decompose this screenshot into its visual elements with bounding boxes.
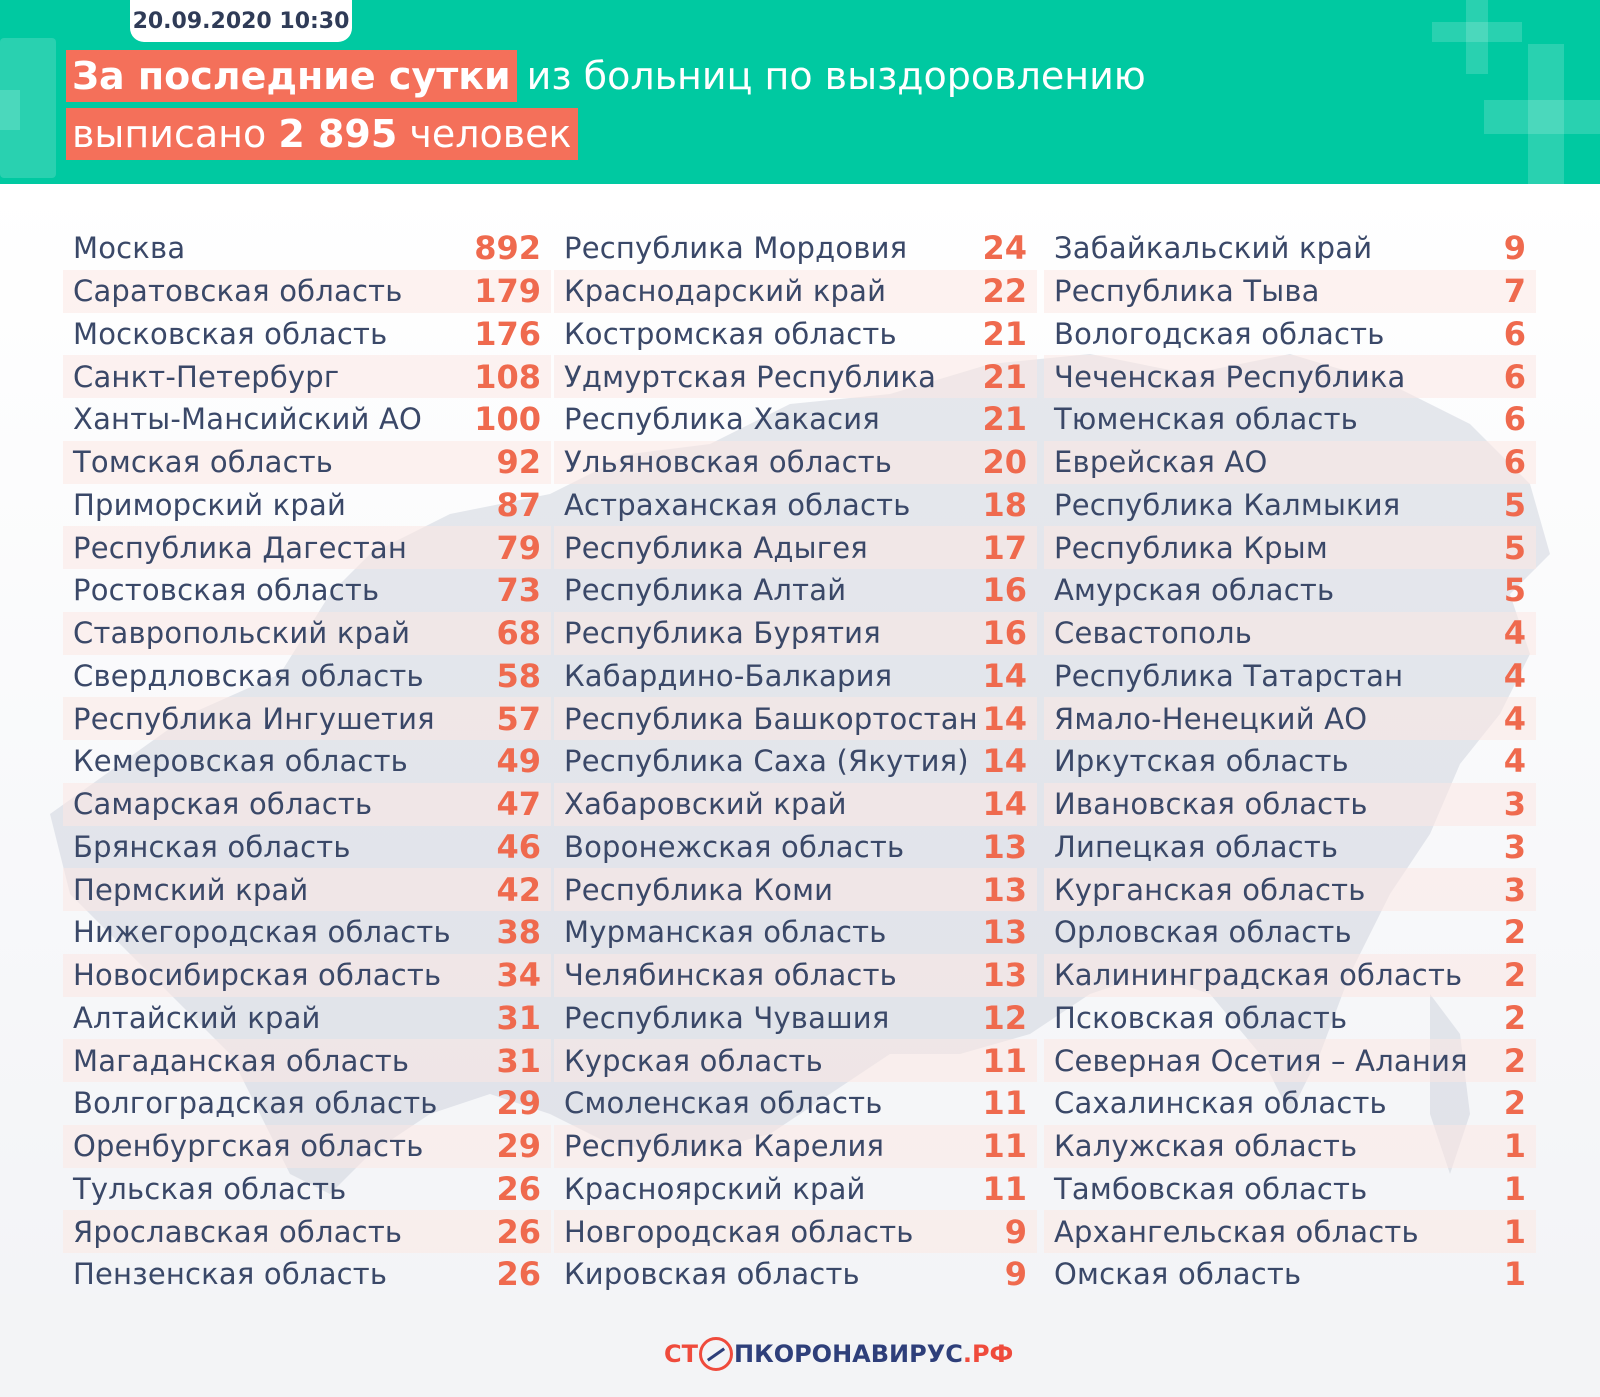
virus-icon — [699, 1337, 733, 1371]
region-value: 6 — [1503, 314, 1526, 353]
header-banner — [0, 0, 1600, 184]
region-value: 11 — [982, 1127, 1027, 1166]
region-row — [554, 697, 1037, 740]
region-row — [554, 740, 1037, 783]
region-row — [1044, 997, 1536, 1040]
region-value: 13 — [982, 870, 1027, 909]
region-name: Архангельская область — [1054, 1214, 1419, 1249]
region-row — [1044, 697, 1536, 740]
region-row — [554, 569, 1037, 612]
region-value: 11 — [982, 1084, 1027, 1123]
region-value: 2 — [1503, 1084, 1526, 1123]
region-name: Ульяновская область — [564, 445, 893, 480]
region-name: Амурская область — [1054, 573, 1335, 608]
region-row — [554, 1082, 1037, 1125]
region-row — [63, 868, 551, 911]
region-row — [63, 826, 551, 869]
region-row — [63, 911, 551, 954]
region-name: Омская область — [1054, 1257, 1302, 1292]
region-name: Республика Башкортостан — [564, 701, 978, 736]
region-row — [1044, 441, 1536, 484]
region-name: Мурманская область — [564, 915, 887, 950]
region-row — [554, 270, 1037, 313]
region-value: 13 — [982, 913, 1027, 952]
region-row — [1044, 270, 1536, 313]
content-area — [0, 184, 1600, 1294]
region-value: 29 — [496, 1084, 541, 1123]
region-name: Оренбургская область — [73, 1129, 424, 1164]
region-value: 14 — [982, 785, 1027, 824]
region-name: Хабаровский край — [564, 787, 847, 822]
region-value: 3 — [1503, 870, 1526, 909]
decor-cross — [0, 90, 20, 130]
region-column-3 — [1044, 227, 1536, 1296]
region-row — [1044, 612, 1536, 655]
region-value: 9 — [1004, 1212, 1027, 1251]
region-row — [63, 1210, 551, 1253]
region-value: 21 — [982, 314, 1027, 353]
region-row — [63, 954, 551, 997]
region-value: 14 — [982, 699, 1027, 738]
region-name: Республика Карелия — [564, 1129, 885, 1164]
region-row — [1044, 398, 1536, 441]
region-value: 1 — [1503, 1255, 1526, 1294]
region-name: Тамбовская область — [1054, 1171, 1368, 1206]
region-name: Красноярский край — [564, 1171, 866, 1206]
region-row — [554, 355, 1037, 398]
region-value: 2 — [1503, 913, 1526, 952]
region-name: Севастополь — [1054, 616, 1253, 651]
region-value: 79 — [496, 528, 541, 567]
region-row — [1044, 783, 1536, 826]
region-row — [63, 1253, 551, 1296]
region-name: Московская область — [73, 316, 388, 351]
region-value: 4 — [1503, 656, 1526, 695]
region-row — [63, 569, 551, 612]
region-row — [63, 270, 551, 313]
region-value: 31 — [496, 998, 541, 1037]
region-value: 26 — [496, 1255, 541, 1294]
region-row — [554, 1039, 1037, 1082]
region-name: Ярославская область — [73, 1214, 403, 1249]
region-name: Магаданская область — [73, 1043, 410, 1078]
region-row — [554, 1168, 1037, 1211]
region-name: Челябинская область — [564, 958, 897, 993]
region-row — [554, 398, 1037, 441]
region-row — [63, 355, 551, 398]
region-value: 3 — [1503, 827, 1526, 866]
date-badge: 20.09.2020 10:30 — [130, 0, 352, 42]
region-value: 2 — [1503, 1041, 1526, 1080]
region-value: 24 — [982, 229, 1027, 268]
region-value: 100 — [474, 400, 541, 439]
region-name: Калининградская область — [1054, 958, 1463, 993]
region-name: Волгоградская область — [73, 1086, 438, 1121]
region-name: Республика Татарстан — [1054, 658, 1404, 693]
region-name: Республика Саха (Якутия) — [564, 744, 969, 779]
region-value: 14 — [982, 742, 1027, 781]
region-row — [1044, 1210, 1536, 1253]
logo-text-part3: .РФ — [962, 1340, 1014, 1368]
region-name: Нижегородская область — [73, 915, 451, 950]
region-name: Республика Мордовия — [564, 231, 908, 266]
region-name: Республика Адыгея — [564, 530, 868, 565]
region-name: Санкт-Петербург — [73, 359, 340, 394]
region-value: 13 — [982, 956, 1027, 995]
region-value: 4 — [1503, 614, 1526, 653]
region-name: Орловская область — [1054, 915, 1352, 950]
region-value: 2 — [1503, 998, 1526, 1037]
region-name: Краснодарский край — [564, 274, 887, 309]
region-value: 5 — [1503, 571, 1526, 610]
region-name: Республика Коми — [564, 872, 834, 907]
region-name: Чеченская Республика — [1054, 359, 1406, 394]
region-name: Республика Алтай — [564, 573, 847, 608]
region-row — [554, 655, 1037, 698]
region-value: 4 — [1503, 699, 1526, 738]
title-rest: из больниц по выздоровлению — [526, 54, 1146, 98]
region-name: Республика Калмыкия — [1054, 487, 1401, 522]
region-name: Новосибирская область — [73, 958, 442, 993]
region-row — [63, 398, 551, 441]
subtitle-number: 2 895 — [278, 112, 398, 156]
region-value: 9 — [1503, 229, 1526, 268]
region-column-2 — [554, 227, 1037, 1296]
region-value: 18 — [982, 485, 1027, 524]
region-name: Удмуртская Республика — [564, 359, 937, 394]
region-value: 42 — [496, 870, 541, 909]
region-name: Курская область — [564, 1043, 823, 1078]
region-row — [1044, 569, 1536, 612]
region-name: Ивановская область — [1054, 787, 1368, 822]
region-row — [554, 1210, 1037, 1253]
region-row — [1044, 526, 1536, 569]
subtitle-highlight — [66, 108, 578, 160]
region-name: Республика Чувашия — [564, 1000, 890, 1035]
region-value: 46 — [496, 827, 541, 866]
region-column-1 — [63, 227, 551, 1296]
region-name: Москва — [73, 231, 186, 266]
region-value: 58 — [496, 656, 541, 695]
region-value: 6 — [1503, 443, 1526, 482]
region-row — [554, 911, 1037, 954]
region-row — [63, 313, 551, 356]
region-row — [63, 227, 551, 270]
region-value: 16 — [982, 571, 1027, 610]
region-name: Республика Крым — [1054, 530, 1328, 565]
region-value: 7 — [1503, 272, 1526, 311]
region-row — [554, 954, 1037, 997]
title-line-1 — [66, 50, 1146, 102]
region-name: Приморский край — [73, 487, 347, 522]
region-value: 22 — [982, 272, 1027, 311]
decor-cross — [1466, 0, 1488, 74]
region-value: 87 — [496, 485, 541, 524]
region-name: Северная Осетия – Алания — [1054, 1043, 1468, 1078]
region-row — [63, 697, 551, 740]
region-row — [63, 997, 551, 1040]
subtitle-prefix: выписано — [72, 112, 267, 156]
region-row — [554, 313, 1037, 356]
region-name: Кировская область — [564, 1257, 860, 1292]
region-value: 1 — [1503, 1127, 1526, 1166]
region-value: 12 — [982, 998, 1027, 1037]
region-value: 57 — [496, 699, 541, 738]
region-name: Республика Ингушетия — [73, 701, 435, 736]
region-value: 29 — [496, 1127, 541, 1166]
region-row — [554, 227, 1037, 270]
region-row — [63, 1082, 551, 1125]
region-value: 17 — [982, 528, 1027, 567]
region-row — [63, 655, 551, 698]
title-highlight-text: За последние сутки — [72, 54, 511, 98]
region-name: Иркутская область — [1054, 744, 1349, 779]
region-row — [554, 1125, 1037, 1168]
region-name: Воронежская область — [564, 829, 905, 864]
region-name: Смоленская область — [564, 1086, 883, 1121]
region-name: Алтайский край — [73, 1000, 321, 1035]
region-name: Костромская область — [564, 316, 897, 351]
region-row — [1044, 826, 1536, 869]
region-value: 5 — [1503, 528, 1526, 567]
region-row — [63, 740, 551, 783]
region-name: Ямало-Ненецкий АО — [1054, 701, 1368, 736]
region-name: Республика Дагестан — [73, 530, 408, 565]
region-row — [63, 1168, 551, 1211]
region-name: Псковская область — [1054, 1000, 1348, 1035]
region-row — [1044, 1253, 1536, 1296]
region-row — [63, 1125, 551, 1168]
region-name: Свердловская область — [73, 658, 424, 693]
region-row — [554, 441, 1037, 484]
region-row — [1044, 1039, 1536, 1082]
region-name: Кемеровская область — [73, 744, 408, 779]
region-row — [1044, 868, 1536, 911]
region-row — [554, 612, 1037, 655]
region-name: Сахалинская область — [1054, 1086, 1387, 1121]
region-name: Томская область — [73, 445, 334, 480]
region-row — [1044, 1082, 1536, 1125]
region-name: Кабардино-Балкария — [564, 658, 893, 693]
region-row — [63, 612, 551, 655]
region-row — [1044, 1125, 1536, 1168]
region-value: 21 — [982, 357, 1027, 396]
region-value: 38 — [496, 913, 541, 952]
region-value: 92 — [496, 443, 541, 482]
region-row — [554, 484, 1037, 527]
region-row — [554, 1253, 1037, 1296]
region-name: Тюменская область — [1054, 402, 1358, 437]
title-line-2 — [66, 108, 578, 160]
logo-text-part1: СТ — [664, 1340, 698, 1368]
region-row — [63, 441, 551, 484]
region-value: 176 — [474, 314, 541, 353]
region-name: Ставропольский край — [73, 616, 411, 651]
region-name: Вологодская область — [1054, 316, 1385, 351]
region-value: 6 — [1503, 400, 1526, 439]
region-value: 47 — [496, 785, 541, 824]
region-value: 6 — [1503, 357, 1526, 396]
region-value: 31 — [496, 1041, 541, 1080]
region-row — [554, 526, 1037, 569]
region-value: 5 — [1503, 485, 1526, 524]
region-value: 16 — [982, 614, 1027, 653]
region-value: 1 — [1503, 1212, 1526, 1251]
subtitle-suffix: человек — [409, 112, 572, 156]
region-value: 34 — [496, 956, 541, 995]
region-value: 9 — [1004, 1255, 1027, 1294]
decor-cross — [1528, 44, 1564, 184]
region-name: Курганская область — [1054, 872, 1366, 907]
region-name: Пермский край — [73, 872, 309, 907]
region-row — [1044, 227, 1536, 270]
region-name: Брянская область — [73, 829, 351, 864]
region-name: Калужская область — [1054, 1129, 1358, 1164]
title-highlight — [66, 50, 517, 102]
region-value: 2 — [1503, 956, 1526, 995]
region-value: 1 — [1503, 1169, 1526, 1208]
region-row — [554, 997, 1037, 1040]
region-name: Ростовская область — [73, 573, 380, 608]
region-value: 179 — [474, 272, 541, 311]
region-value: 68 — [496, 614, 541, 653]
region-row — [1044, 740, 1536, 783]
region-value: 21 — [982, 400, 1027, 439]
region-value: 11 — [982, 1041, 1027, 1080]
region-value: 26 — [496, 1169, 541, 1208]
region-name: Забайкальский край — [1054, 231, 1373, 266]
region-value: 11 — [982, 1169, 1027, 1208]
region-row — [554, 868, 1037, 911]
region-name: Республика Тыва — [1054, 274, 1320, 309]
region-row — [1044, 355, 1536, 398]
region-value: 73 — [496, 571, 541, 610]
region-row — [1044, 1168, 1536, 1211]
region-row — [1044, 954, 1536, 997]
region-name: Саратовская область — [73, 274, 403, 309]
region-name: Тульская область — [73, 1171, 347, 1206]
region-value: 49 — [496, 742, 541, 781]
region-name: Республика Хакасия — [564, 402, 880, 437]
logo-text-part2: ПКОРОНАВИРУС — [733, 1340, 963, 1368]
region-row — [63, 484, 551, 527]
region-name: Новгородская область — [564, 1214, 914, 1249]
region-name: Республика Бурятия — [564, 616, 881, 651]
region-name: Еврейская АО — [1054, 445, 1268, 480]
region-value: 3 — [1503, 785, 1526, 824]
region-row — [63, 1039, 551, 1082]
region-name: Пензенская область — [73, 1257, 388, 1292]
region-name: Самарская область — [73, 787, 373, 822]
region-row — [1044, 313, 1536, 356]
region-value: 892 — [474, 229, 541, 268]
stopcoronavirus-logo[interactable] — [664, 1334, 1013, 1374]
region-row — [63, 526, 551, 569]
region-row — [1044, 484, 1536, 527]
region-value: 14 — [982, 656, 1027, 695]
region-name: Астраханская область — [564, 487, 911, 522]
region-value: 26 — [496, 1212, 541, 1251]
region-row — [63, 783, 551, 826]
region-value: 4 — [1503, 742, 1526, 781]
region-name: Ханты-Мансийский АО — [73, 402, 423, 437]
region-value: 20 — [982, 443, 1027, 482]
region-row — [554, 826, 1037, 869]
region-row — [1044, 655, 1536, 698]
region-row — [554, 783, 1037, 826]
region-value: 13 — [982, 827, 1027, 866]
region-row — [1044, 911, 1536, 954]
region-value: 108 — [474, 357, 541, 396]
region-name: Липецкая область — [1054, 829, 1339, 864]
